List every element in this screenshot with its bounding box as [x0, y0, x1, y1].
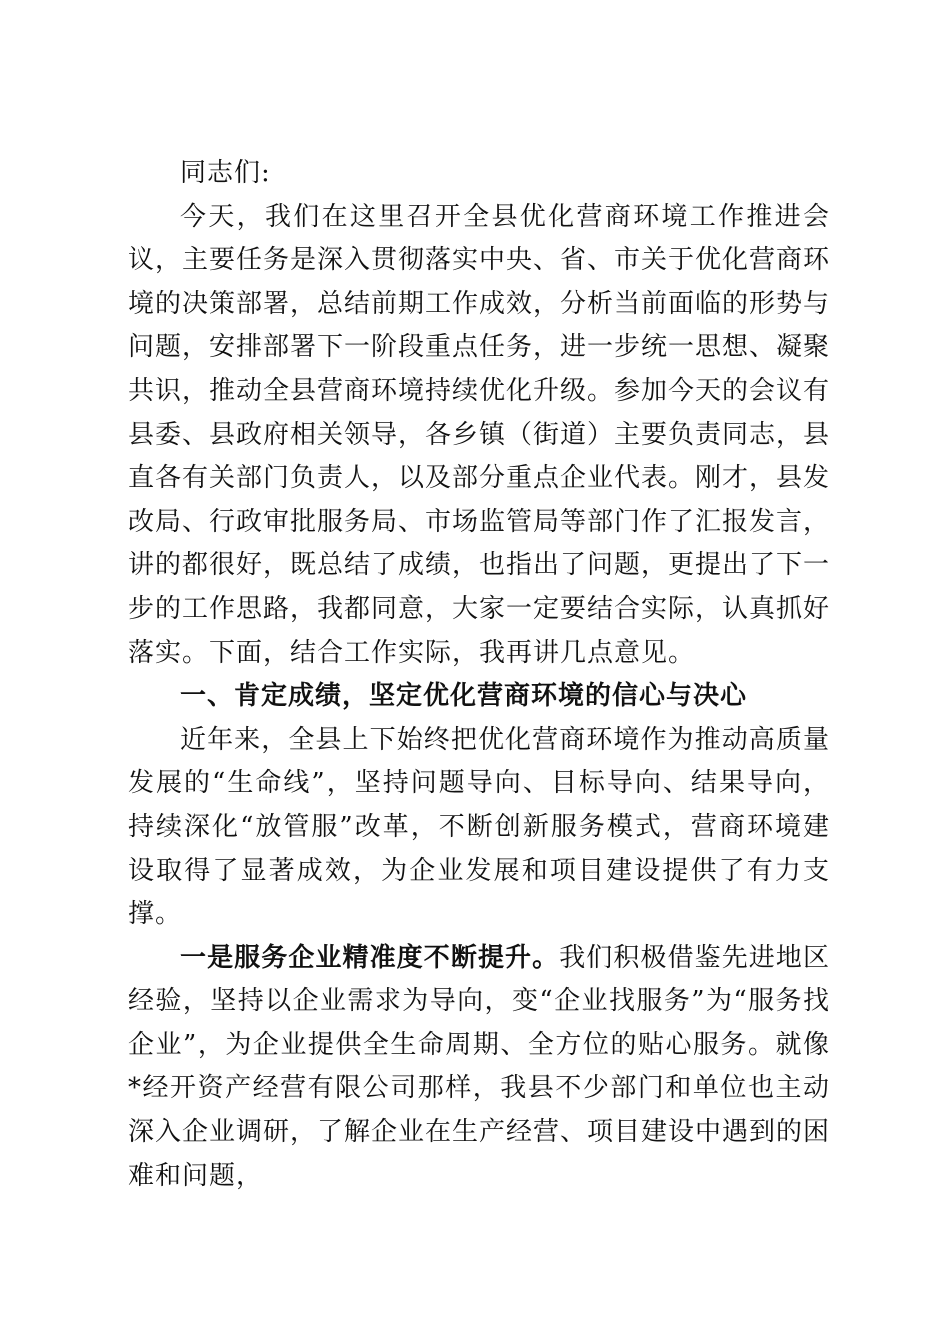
point-one-body: 我们积极借鉴先进地区经验，坚持以企业需求为导向，变“企业找服务”为“服务找企业”，为企业提供全生命周期、全方位的贴心服务。就像*经开资产经营有限公司那样，我县不少部门和单位也主动深入企业调研，了解企业在生产经营、项目建设中遇到的困难和问题，	[128, 942, 831, 1191]
achievements-paragraph: 近年来，全县上下始终把优化营商环境作为推动高质量发展的“生命线”，坚持问题导向、目标导向、结果导向，持续深化“放管服”改革，不断创新服务模式，营商环境建设取得了显著成效，为企业发展和项目建设提供了有力支撑。	[128, 724, 830, 930]
point-one-lead: 一是服务企业精准度不断提升。	[180, 942, 560, 973]
section-heading: 一、肯定成绩，坚定优化营商环境的信心与决心	[180, 681, 748, 712]
greeting: 同志们:	[180, 158, 271, 188]
point-one-paragraph	[128, 937, 830, 1199]
document-page	[128, 152, 830, 1198]
opening-paragraph: 今天，我们在这里召开全县优化营商环境工作推进会议，主要任务是深入贯彻落实中央、省、市关于优化营商环境的决策部署，总结前期工作成效，分析当前面临的形势与问题，安排部署下一阶段重点任务，进一步统一思想、凝聚共识，推动全县营商环境持续优化升级。参加今天的会议有县委、县政府相关领导，各乡镇（街道）主要负责同志，县直各有关部门负责人，以及部分重点企业代表。刚才，县发改局、行政审批服务局、市场监管局等部门作了汇报发言，讲的都很好，既总结了成绩，也指出了问题，更提出了下一步的工作思路，我都同意，大家一定要结合实际，认真抓好落实。下面，结合工作实际，我再讲几点意见。	[128, 201, 831, 668]
